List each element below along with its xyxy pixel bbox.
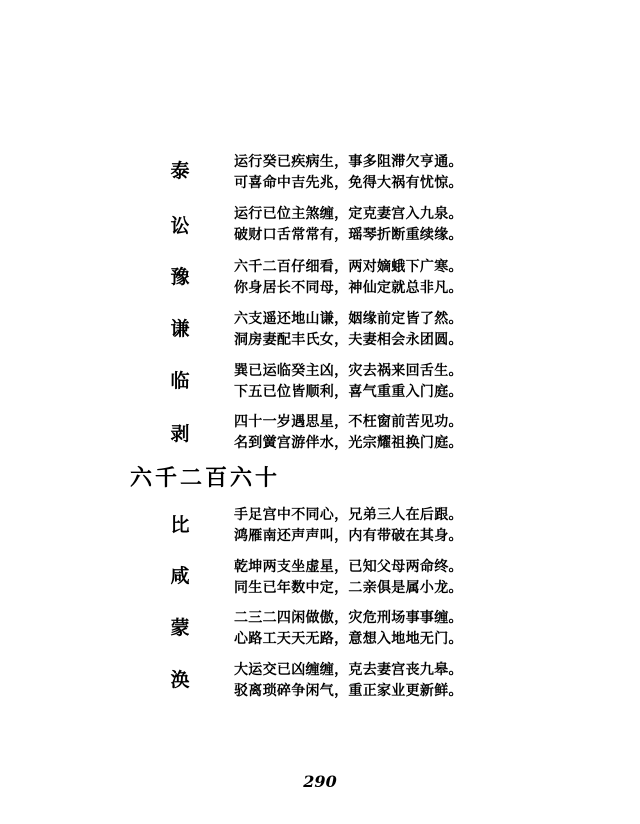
hexagram-name: 剥: [170, 423, 190, 445]
page-number: 290: [303, 772, 337, 791]
verse-line: 洞房妻配丰氏女，夫妻相会永团圆。: [234, 332, 463, 348]
verse-block: [234, 257, 564, 299]
verse-line: 运行癸已疾病生，事多阻滞欠亨通。: [234, 154, 463, 170]
hexagram-name: 谦: [170, 318, 190, 340]
verse-line: 运行已位主煞缠，定克妻宫入九泉。: [234, 206, 463, 222]
verse-block: [234, 505, 564, 547]
verse-line: 同生已年数中定，二亲俱是属小龙。: [234, 580, 463, 596]
verse-line: 巽已运临癸主凶，灾去祸来回舌生。: [234, 363, 463, 379]
section-heading: 六千二百六十: [130, 465, 281, 491]
hexagram-name: 豫: [170, 266, 190, 288]
verse-line: 心路工天天无路，意想入地地无门。: [234, 631, 463, 647]
verse-line: 你身居长不同母，神仙定就总非凡。: [234, 280, 463, 296]
verse-block: [234, 660, 564, 702]
hexagram-name: 泰: [170, 160, 190, 182]
verse-line: 四十一岁遇思星，不枉窗前苦见功。: [234, 414, 463, 430]
hexagram-name: 涣: [170, 669, 190, 691]
hexagram-name: 咸: [170, 565, 190, 587]
hexagram-name: 蒙: [170, 617, 190, 639]
verse-line: 下五已位皆顺利，喜气重重入门庭。: [234, 384, 463, 400]
verse-block: [234, 412, 564, 454]
verse-block: [234, 608, 564, 650]
verse-block: [234, 557, 564, 599]
verse-line: 鸿雁南还声声叫，内有带破在其身。: [234, 528, 463, 544]
hexagram-name: 临: [170, 370, 190, 392]
verse-line: 二三二四闲做傲，灾危刑场事事缠。: [234, 610, 463, 626]
hexagram-name: 比: [170, 514, 190, 536]
verse-block: [234, 309, 564, 351]
verse-line: 六千二百仔细看，两对嫡蛾下广寒。: [234, 259, 463, 275]
verse-line: 手足宫中不同心，兄弟三人在后跟。: [234, 507, 463, 523]
verse-block: [234, 204, 564, 246]
hexagram-name: 讼: [170, 215, 190, 237]
verse-line: 驳离琐碎争闲气，重正家业更新鲜。: [234, 683, 463, 699]
verse-line: 大运交已凶缠缠，克去妻宫丧九皋。: [234, 662, 463, 678]
verse-block: [234, 361, 564, 403]
verse-line: 名到黉宫游伴水，光宗耀祖换门庭。: [234, 435, 463, 451]
verse-line: 可喜命中吉先兆，免得大祸有忧惊。: [234, 175, 463, 191]
verse-line: 乾坤两支坐虚星，已知父母两命终。: [234, 559, 463, 575]
verse-line: 六支遥还地山谦，姻缘前定皆了然。: [234, 311, 463, 327]
verse-line: 破财口舌常常有，瑶琴折断重续缘。: [234, 227, 463, 243]
verse-block: [234, 152, 564, 194]
